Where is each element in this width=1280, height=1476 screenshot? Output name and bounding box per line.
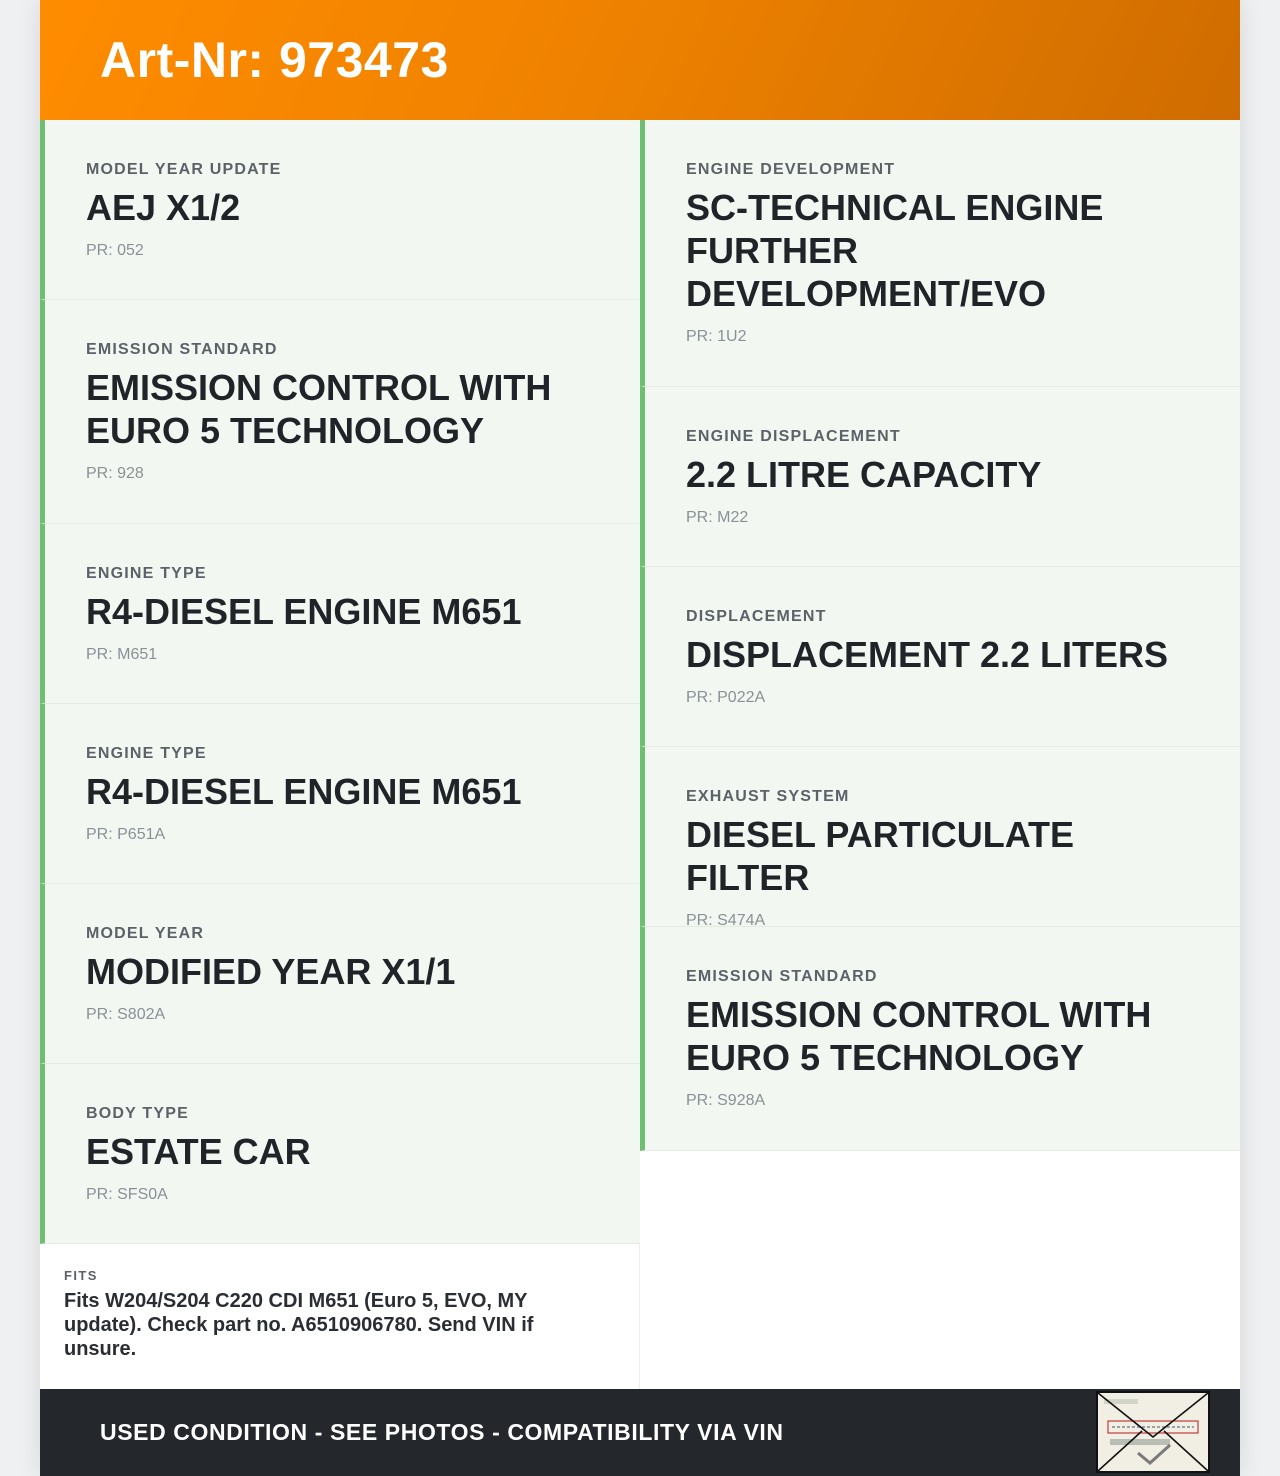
spec-pr-code: PR: S802A bbox=[86, 1006, 166, 1023]
spec-pr-code: PR: M22 bbox=[686, 509, 749, 526]
spec-card bbox=[40, 884, 640, 1064]
spec-card bbox=[640, 387, 1240, 567]
left-spec-column bbox=[40, 120, 640, 1390]
spec-card bbox=[640, 567, 1240, 747]
article-number-title: Art-Nr: 973473 bbox=[100, 32, 449, 88]
spec-card bbox=[640, 747, 1240, 927]
spec-label: ENGINE TYPE bbox=[86, 745, 207, 762]
spec-value: AEJ X1/2 bbox=[86, 187, 241, 228]
spec-value: SC-TECHNICAL ENGINE FURTHER DEVELOPMENT/EVO bbox=[686, 187, 1104, 314]
fitment-note bbox=[40, 1244, 640, 1390]
spec-pr-code: PR: 052 bbox=[86, 242, 144, 259]
spec-value: R4-DIESEL ENGINE M651 bbox=[86, 771, 522, 812]
spec-label: EMISSION STANDARD bbox=[686, 968, 878, 985]
spec-card bbox=[40, 120, 640, 300]
photo-thumbnail-graphic bbox=[1098, 1393, 1208, 1471]
spec-value: R4-DIESEL ENGINE M651 bbox=[86, 591, 522, 632]
spec-label: EMISSION STANDARD bbox=[86, 341, 278, 358]
spec-card bbox=[40, 704, 640, 884]
spec-value: DIESEL PARTICULATE FILTER bbox=[686, 814, 1075, 898]
condition-footer bbox=[40, 1389, 1240, 1476]
spec-value: MODIFIED YEAR X1/1 bbox=[86, 951, 456, 992]
spec-card bbox=[640, 927, 1240, 1151]
spec-label: BODY TYPE bbox=[86, 1105, 189, 1122]
spec-value: ESTATE CAR bbox=[86, 1131, 311, 1172]
spec-pr-code: PR: S474A bbox=[686, 912, 766, 929]
spec-card bbox=[40, 524, 640, 704]
specs-columns bbox=[40, 120, 1240, 1390]
spec-card bbox=[40, 1064, 640, 1244]
condition-text: USED CONDITION - SEE PHOTOS - COMPATIBILITY VIA VIN bbox=[100, 1419, 784, 1445]
fitment-text: Fits W204/S204 C220 CDI M651 (Euro 5, EVO, MY update). Check part no. A6510906780. Send VIN if unsure. bbox=[64, 1290, 534, 1360]
spec-card bbox=[640, 120, 1240, 387]
spec-label: ENGINE DEVELOPMENT bbox=[686, 161, 896, 178]
spec-pr-code: PR: 928 bbox=[86, 465, 144, 482]
spec-value: EMISSION CONTROL WITH EURO 5 TECHNOLOGY bbox=[86, 367, 552, 451]
spec-label: ENGINE DISPLACEMENT bbox=[686, 428, 901, 445]
spec-card bbox=[40, 300, 640, 524]
spec-label: MODEL YEAR bbox=[86, 925, 205, 942]
spec-label: ENGINE TYPE bbox=[86, 565, 207, 582]
spec-value: DISPLACEMENT 2.2 LITERS bbox=[686, 634, 1169, 675]
part-label-photo-icon[interactable] bbox=[1096, 1391, 1210, 1473]
spec-pr-code: PR: M651 bbox=[86, 646, 158, 663]
spec-pr-code: PR: P651A bbox=[86, 826, 166, 843]
product-sheet bbox=[40, 0, 1240, 1476]
spec-pr-code: PR: 1U2 bbox=[686, 328, 747, 345]
spec-label: EXHAUST SYSTEM bbox=[686, 788, 850, 805]
header-banner bbox=[40, 0, 1240, 120]
spec-value: 2.2 LITRE CAPACITY bbox=[686, 454, 1042, 495]
spec-pr-code: PR: S928A bbox=[686, 1092, 766, 1109]
right-spec-column bbox=[640, 120, 1240, 1390]
spec-label: DISPLACEMENT bbox=[686, 608, 827, 625]
fitment-label: FITS bbox=[64, 1268, 98, 1283]
spec-label: MODEL YEAR UPDATE bbox=[86, 161, 282, 178]
spec-pr-code: PR: SFS0A bbox=[86, 1186, 168, 1203]
spec-value: EMISSION CONTROL WITH EURO 5 TECHNOLOGY bbox=[686, 994, 1152, 1078]
spec-pr-code: PR: P022A bbox=[686, 689, 766, 706]
